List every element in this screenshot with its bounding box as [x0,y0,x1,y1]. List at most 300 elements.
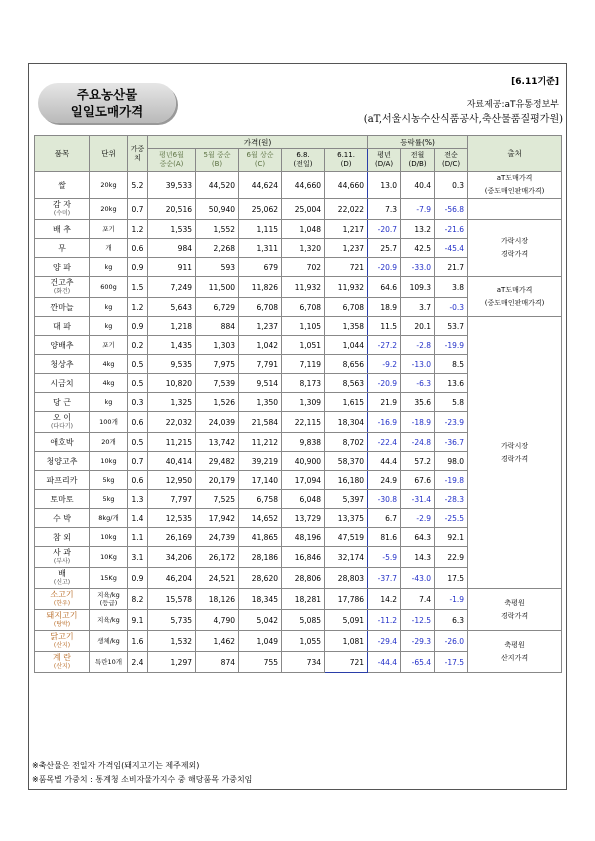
item-unit: 4kg [90,355,128,374]
rate-cell: -20.7 [368,220,401,239]
item-weight: 0.9 [128,258,148,277]
item-name [35,528,90,547]
rate-cell: -28.3 [435,490,468,509]
price-cell: 7,539 [196,374,239,393]
rate-cell: -19.9 [435,336,468,355]
item-name [35,317,90,336]
price-cell: 1,615 [325,393,368,412]
price-cell: 24,739 [196,528,239,547]
item-name-sub: (다다기) [50,423,74,430]
price-cell: 25,062 [239,199,282,220]
source-cell: 축평원 산지가격 [468,631,562,673]
item-name [35,355,90,374]
data-source-orgs: (aT,서울시농수산식품공사,축산물품질평가원) [363,114,563,125]
price-cell: 7,791 [239,355,282,374]
price-cell: 2,268 [196,239,239,258]
rate-cell: -30.8 [368,490,401,509]
price-cell: 12,950 [148,471,196,490]
rate-cell: 13.0 [368,172,401,199]
rate-cell: 22.9 [435,547,468,568]
rate-cell: -6.3 [401,374,435,393]
price-cell: 1,358 [325,317,368,336]
price-cell: 44,660 [282,172,325,199]
table-row [35,589,562,610]
rate-cell: 21.9 [368,393,401,412]
rate-cell: -11.2 [368,610,401,631]
item-weight: 2.4 [128,652,148,673]
rate-cell: 6.3 [435,610,468,631]
price-cell: 1,237 [239,317,282,336]
rate-cell: -0.3 [435,298,468,317]
item-name [35,412,90,433]
price-cell: 5,085 [282,610,325,631]
source-cell: aT도매가격 (중도매인판매가격) [468,277,562,317]
item-weight: 1.3 [128,490,148,509]
price-cell: 11,500 [196,277,239,298]
item-name-main: 쌀 [58,180,66,190]
item-unit: 15Kg [90,568,128,589]
item-name-sub: (신고) [53,579,71,586]
item-name-main: 청상추 [50,359,74,369]
price-cell: 11,826 [239,277,282,298]
rate-cell: -25.5 [435,509,468,528]
rate-cell: 0.3 [435,172,468,199]
item-weight: 5.2 [128,172,148,199]
item-name [35,172,90,199]
item-name-main: 토마토 [50,494,74,504]
rate-cell: 24.9 [368,471,401,490]
price-cell: 1,462 [196,631,239,652]
price-cell: 16,180 [325,471,368,490]
price-cell: 22,115 [282,412,325,433]
item-name-sub: (산지) [53,642,71,649]
price-cell: 47,519 [325,528,368,547]
price-cell: 6,048 [282,490,325,509]
rate-cell: -16.9 [368,412,401,433]
item-name [35,374,90,393]
price-cell: 26,172 [196,547,239,568]
item-name [35,277,90,298]
item-unit: 20kg [90,172,128,199]
item-unit: 4kg [90,374,128,393]
rate-cell: -17.5 [435,652,468,673]
price-cell: 48,196 [282,528,325,547]
rate-cell: -24.8 [401,433,435,452]
rate-cell: -43.0 [401,568,435,589]
rate-cell: 81.6 [368,528,401,547]
item-name-main: 오 이 [53,413,71,422]
price-cell: 5,091 [325,610,368,631]
rate-cell: 3.7 [401,298,435,317]
footnote-weight: ※품목별 가중치 : 통계청 소비자물가지수 중 해당품목 가중치임 [32,775,253,784]
price-cell: 1,526 [196,393,239,412]
header-source: 출처 [468,136,562,172]
price-cell: 46,204 [148,568,196,589]
item-name [35,568,90,589]
item-weight: 1.6 [128,631,148,652]
item-name-sub: (탕박) [53,621,71,628]
price-cell: 7,119 [282,355,325,374]
price-cell: 1,309 [282,393,325,412]
item-unit: 지육/kg [90,610,128,631]
item-unit: 포기 [90,336,128,355]
item-name-sub: (산지) [53,663,71,670]
item-weight: 1.2 [128,298,148,317]
header-price-col: 6월 상순 (C) [239,149,282,172]
price-cell: 21,584 [239,412,282,433]
rate-cell: 40.4 [401,172,435,199]
price-cell: 5,397 [325,490,368,509]
item-name-sub: (화건) [53,288,71,295]
rate-cell: 64.3 [401,528,435,547]
price-cell: 7,249 [148,277,196,298]
table-row [35,199,562,220]
price-cell: 6,729 [196,298,239,317]
item-name-main: 감 자 [53,200,71,209]
price-cell: 10,820 [148,374,196,393]
item-name-main: 깐마늘 [50,302,74,312]
item-weight: 1.2 [128,220,148,239]
item-name [35,631,90,652]
rate-cell: -1.9 [435,589,468,610]
item-name-main: 건고추 [50,278,74,287]
header-price-col: 5월 중순 (B) [196,149,239,172]
item-unit: 10kg [90,528,128,547]
price-cell: 39,533 [148,172,196,199]
rate-cell: -12.5 [401,610,435,631]
rate-cell: -19.8 [435,471,468,490]
price-cell: 1,552 [196,220,239,239]
item-unit: kg [90,317,128,336]
item-name-main: 당 근 [53,397,71,407]
price-cell: 15,578 [148,589,196,610]
price-cell: 8,173 [282,374,325,393]
price-cell: 9,514 [239,374,282,393]
rate-cell: -27.2 [368,336,401,355]
rate-cell: -13.0 [401,355,435,374]
price-cell: 5,643 [148,298,196,317]
price-cell: 1,303 [196,336,239,355]
item-name-main: 애호박 [50,437,74,447]
rate-cell: 92.1 [435,528,468,547]
rate-cell: -31.4 [401,490,435,509]
item-name [35,433,90,452]
price-cell: 884 [196,317,239,336]
rate-cell: 13.6 [435,374,468,393]
data-source: 자료제공:aT유통정보부 [466,100,559,110]
source-cell: 가락시장 경락가격 [468,220,562,277]
header-weight: 가중치 [128,136,148,172]
price-cell: 25,004 [282,199,325,220]
rate-cell: -5.9 [368,547,401,568]
header-rate-col: 평년 (D/A) [368,149,401,172]
price-cell: 40,414 [148,452,196,471]
price-cell: 20,516 [148,199,196,220]
price-cell: 18,304 [325,412,368,433]
price-cell: 1,237 [325,239,368,258]
price-cell: 1,218 [148,317,196,336]
reference-date: [6.11기준] [511,77,559,87]
price-cell: 28,186 [239,547,282,568]
price-cell: 44,520 [196,172,239,199]
price-cell: 5,042 [239,610,282,631]
rate-cell: 53.7 [435,317,468,336]
rate-cell: 5.8 [435,393,468,412]
item-name [35,610,90,631]
table-row [35,277,562,298]
price-cell: 7,525 [196,490,239,509]
rate-cell: -20.9 [368,258,401,277]
rate-cell: 18.9 [368,298,401,317]
header-rate-group: 등락률(%) [368,136,468,149]
item-name [35,452,90,471]
item-name [35,490,90,509]
rate-cell: -37.7 [368,568,401,589]
price-cell: 28,806 [282,568,325,589]
header-rate-col: 전월 (D/B) [401,149,435,172]
price-cell: 1,320 [282,239,325,258]
rate-cell: -45.4 [435,239,468,258]
item-name-main: 무 [58,243,66,253]
item-weight: 0.7 [128,452,148,471]
item-unit: 개 [90,239,128,258]
rate-cell: -9.2 [368,355,401,374]
rate-cell: -26.0 [435,631,468,652]
table-row [35,317,562,336]
price-cell: 11,212 [239,433,282,452]
price-cell: 874 [196,652,239,673]
price-cell: 1,435 [148,336,196,355]
item-unit: 10kg [90,452,128,471]
price-cell: 24,521 [196,568,239,589]
price-cell: 755 [239,652,282,673]
item-name [35,220,90,239]
item-unit: 5kg [90,490,128,509]
price-cell: 11,932 [325,277,368,298]
price-cell: 32,174 [325,547,368,568]
rate-cell: 64.6 [368,277,401,298]
rate-cell: 7.4 [401,589,435,610]
item-name [35,298,90,317]
item-name [35,547,90,568]
rate-cell: -2.8 [401,336,435,355]
price-cell: 9,535 [148,355,196,374]
price-cell: 40,900 [282,452,325,471]
item-name-main: 배 추 [53,224,71,234]
item-name [35,393,90,412]
source-cell [468,199,562,220]
item-unit: kg [90,298,128,317]
rate-cell: 14.3 [401,547,435,568]
rate-cell: -29.3 [401,631,435,652]
header-price-group: 가격(원) [148,136,368,149]
price-cell: 34,206 [148,547,196,568]
rate-cell: 25.7 [368,239,401,258]
price-cell: 1,217 [325,220,368,239]
price-cell: 13,729 [282,509,325,528]
item-weight: 1.1 [128,528,148,547]
price-cell: 1,051 [282,336,325,355]
price-cell: 1,532 [148,631,196,652]
rate-cell: -56.8 [435,199,468,220]
price-cell: 14,652 [239,509,282,528]
price-cell: 44,624 [239,172,282,199]
rate-cell: 21.7 [435,258,468,277]
price-table [34,135,562,673]
item-name-main: 대 파 [53,321,71,331]
item-name-sub: (한우) [53,600,71,607]
title-line1: 주요농산물 [76,87,138,102]
item-unit: 지육/kg (등급) [90,589,128,610]
price-cell: 8,563 [325,374,368,393]
price-cell: 4,790 [196,610,239,631]
item-name-main: 양배추 [50,340,74,350]
table-row [35,172,562,199]
item-unit: 10Kg [90,547,128,568]
price-cell: 22,022 [325,199,368,220]
item-name [35,258,90,277]
item-name [35,199,90,220]
title-line2: 일일도매가격 [70,104,144,119]
price-cell: 44,660 [325,172,368,199]
header-unit: 단위 [90,136,128,172]
header-item: 품목 [35,136,90,172]
rate-cell: -20.9 [368,374,401,393]
rate-cell: 35.6 [401,393,435,412]
item-weight: 0.5 [128,433,148,452]
price-cell: 1,049 [239,631,282,652]
item-weight: 0.6 [128,412,148,433]
price-cell: 721 [325,652,368,673]
price-cell: 28,620 [239,568,282,589]
price-cell: 8,702 [325,433,368,452]
price-cell: 50,940 [196,199,239,220]
price-cell: 1,115 [239,220,282,239]
item-weight: 0.6 [128,471,148,490]
price-cell: 5,735 [148,610,196,631]
price-cell: 1,325 [148,393,196,412]
item-name-main: 시금치 [50,378,74,388]
item-unit: 5kg [90,471,128,490]
item-name-main: 소고기 [50,590,74,599]
item-name-main: 파프리카 [46,475,78,485]
header-price-col: 6.11. (D) [325,149,368,172]
price-cell: 593 [196,258,239,277]
price-cell: 6,758 [239,490,282,509]
item-weight: 0.3 [128,393,148,412]
item-unit: 20개 [90,433,128,452]
source-cell: 축평원 경락가격 [468,589,562,631]
rate-cell: 8.5 [435,355,468,374]
price-cell: 1,044 [325,336,368,355]
price-cell: 58,370 [325,452,368,471]
price-cell: 6,708 [239,298,282,317]
price-cell: 17,786 [325,589,368,610]
item-weight: 9.1 [128,610,148,631]
price-cell: 911 [148,258,196,277]
rate-cell: -33.0 [401,258,435,277]
item-weight: 0.6 [128,239,148,258]
rate-cell: -65.4 [401,652,435,673]
price-cell: 18,281 [282,589,325,610]
rate-cell: -22.4 [368,433,401,452]
item-name [35,589,90,610]
item-unit: 20kg [90,199,128,220]
price-cell: 18,126 [196,589,239,610]
price-cell: 39,219 [239,452,282,471]
source-cell: aT도매가격 (중도매인판매가격) [468,172,562,199]
item-name [35,652,90,673]
rate-cell: -7.9 [401,199,435,220]
item-name-sub: (부사) [53,558,71,565]
rate-cell: 7.3 [368,199,401,220]
rate-cell: 6.7 [368,509,401,528]
item-unit: 생체/kg [90,631,128,652]
header-rate-col: 전순 (D/C) [435,149,468,172]
price-cell: 24,039 [196,412,239,433]
item-name-sub: (수미) [53,210,71,217]
item-unit: 포기 [90,220,128,239]
rate-cell: 57.2 [401,452,435,471]
rate-cell: 98.0 [435,452,468,471]
rate-cell: 42.5 [401,239,435,258]
item-weight: 0.9 [128,568,148,589]
item-name-main: 청양고추 [46,456,78,466]
rate-cell: -2.9 [401,509,435,528]
price-cell: 16,846 [282,547,325,568]
item-name-main: 계 란 [53,653,71,662]
price-cell: 13,375 [325,509,368,528]
price-cell: 1,297 [148,652,196,673]
item-weight: 1.4 [128,509,148,528]
price-cell: 1,105 [282,317,325,336]
price-cell: 1,055 [282,631,325,652]
item-name [35,471,90,490]
header-price-col: 6.8. (전일) [282,149,325,172]
header-price-col: 평년6월 중순(A) [148,149,196,172]
price-cell: 17,140 [239,471,282,490]
table-row [35,631,562,652]
price-cell: 1,535 [148,220,196,239]
item-name [35,239,90,258]
rate-cell: -36.7 [435,433,468,452]
rate-cell: 13.2 [401,220,435,239]
rate-cell: -44.4 [368,652,401,673]
price-cell: 721 [325,258,368,277]
item-unit: 100개 [90,412,128,433]
item-unit: kg [90,393,128,412]
item-weight: 0.2 [128,336,148,355]
price-cell: 9,838 [282,433,325,452]
price-cell: 20,179 [196,471,239,490]
rate-cell: 44.4 [368,452,401,471]
price-cell: 6,708 [325,298,368,317]
rate-cell: 20.1 [401,317,435,336]
price-cell: 1,081 [325,631,368,652]
item-weight: 0.9 [128,317,148,336]
item-name-main: 닭고기 [50,632,74,641]
price-cell: 11,215 [148,433,196,452]
price-cell: 734 [282,652,325,673]
price-cell: 12,535 [148,509,196,528]
rate-cell: 11.5 [368,317,401,336]
rate-cell: -21.6 [435,220,468,239]
item-name [35,336,90,355]
item-name-main: 돼지고기 [46,611,78,620]
item-weight: 1.5 [128,277,148,298]
item-name-main: 수 박 [53,513,71,523]
item-weight: 0.5 [128,374,148,393]
